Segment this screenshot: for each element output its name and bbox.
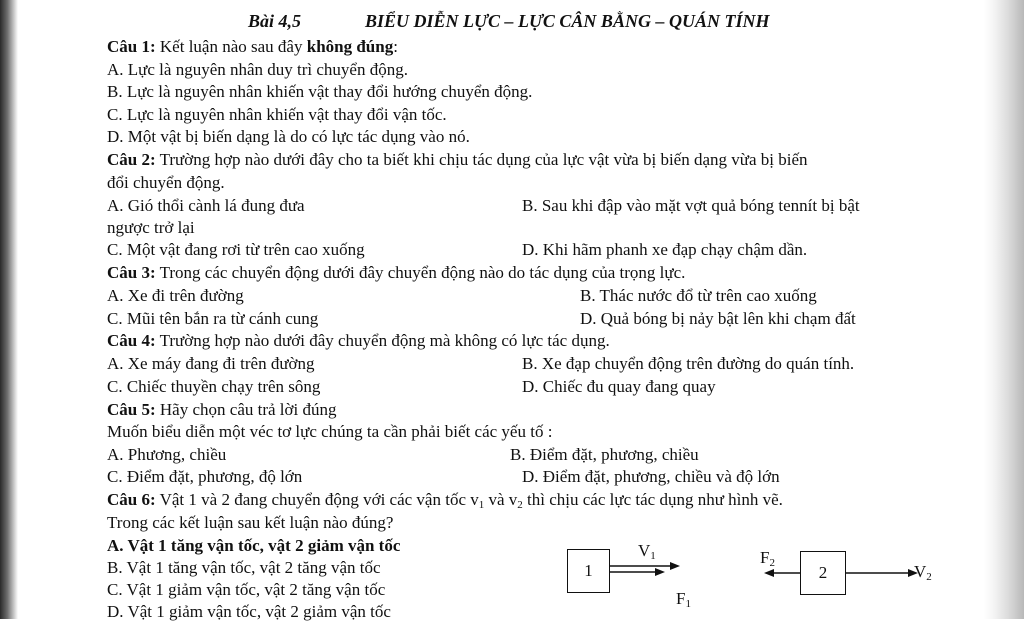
f2-label: $F_2$	[760, 548, 775, 569]
option-text: D. Một vật bị biến dạng là do có lực tác dụng vào nó.	[107, 127, 470, 146]
option-text: C. Chiếc thuyền chạy trên sông	[107, 377, 321, 396]
option-text: D. Chiếc đu quay đang quay	[522, 377, 716, 396]
question-6-stem-cont: Trong các kết luận sau kết luận nào đúng?	[107, 513, 394, 532]
option-text: A. Xe đi trên đường	[107, 286, 244, 305]
object-2-box: 2	[800, 551, 846, 595]
question-label: Câu 5:	[107, 400, 156, 419]
option-text: C. Điểm đặt, phương, độ lớn	[107, 467, 303, 486]
question-label: Câu 2:	[107, 150, 156, 169]
v1-label: $V_1$	[638, 541, 656, 562]
option-text: ngược trở lại	[107, 218, 195, 237]
option-text: B. Vật 1 tăng vận tốc, vật 2 tăng vận tốc	[107, 558, 381, 577]
option-text: D. Điểm đặt, phương, chiều và độ lớn	[522, 467, 780, 486]
question-label: Câu 6:	[107, 490, 156, 509]
question-5-stem-cont: Muốn biểu diễn một véc tơ lực chúng ta cần phải biết các yếu tố :	[107, 422, 553, 441]
question-1-stem: Câu 1: Kết luận nào sau đây không đúng:	[107, 37, 398, 56]
option-text: C. Lực là nguyên nhân khiến vật thay đổi vận tốc.	[107, 105, 447, 124]
question-2-stem-cont: đổi chuyển động.	[107, 173, 225, 192]
f2-arrowhead	[764, 569, 774, 577]
question-5-stem: Câu 5: Hãy chọn câu trả lời đúng	[107, 400, 337, 419]
option-text: B. Xe đạp chuyển động trên đường do quán tính.	[522, 354, 855, 373]
object-1-box: 1	[567, 549, 610, 593]
question-4-stem: Câu 4: Trường hợp nào dưới đây chuyển động mà không có lực tác dụng.	[107, 331, 610, 350]
option-text: B. Điểm đặt, phương, chiều	[510, 445, 699, 464]
question-label: Câu 4:	[107, 331, 156, 350]
lesson-number: Bài 4,5	[248, 11, 302, 31]
f1-label: $F_1$	[676, 589, 691, 610]
option-text: D. Quả bóng bị nảy bật lên khi chạm đất	[580, 309, 856, 328]
option-text: D. Khi hãm phanh xe đạp chạy chậm dần.	[522, 240, 808, 259]
option-text: A. Gió thổi cành lá đung đưa	[107, 196, 305, 215]
f1-arrowhead	[655, 568, 665, 576]
v1-arrowhead	[670, 562, 680, 570]
question-6-stem: Câu 6: Vật 1 và 2 đang chuyển động với các vận tốc $v_1$ và $v_2$ thì chịu các lực tác dụng như hình vẽ.	[107, 490, 783, 511]
option-text: C. Mũi tên bắn ra từ cánh cung	[107, 309, 319, 328]
option-text: D. Vật 1 giảm vận tốc, vật 2 giảm vận tốc	[107, 602, 391, 621]
question-label: Câu 3:	[107, 263, 156, 282]
option-text: C. Vật 1 giảm vận tốc, vật 2 tăng vận tốc	[107, 580, 386, 599]
v2-label: $V_2$	[914, 562, 932, 583]
option-text: C. Một vật đang rơi từ trên cao xuống	[107, 240, 365, 259]
option-text: A. Xe máy đang đi trên đường	[107, 354, 315, 373]
option-text: B. Thác nước đổ từ trên cao xuống	[580, 286, 817, 305]
option-text: A. Phương, chiều	[107, 445, 227, 464]
option-text: B. Lực là nguyên nhân khiến vật thay đổi hướng chuyển động.	[107, 82, 533, 101]
question-2-stem: Câu 2: Trường hợp nào dưới đây cho ta biết khi chịu tác dụng của lực vật vừa bị biến dạng vừa bị biến	[107, 150, 808, 169]
page-title: BIỂU DIỄN LỰC – LỰC CÂN BẰNG – QUÁN TÍNH	[365, 11, 770, 31]
question-3-stem: Câu 3: Trong các chuyển động dưới đây chuyển động nào do tác dụng của trọng lực.	[107, 263, 686, 282]
option-text: A. Lực là nguyên nhân duy trì chuyển động.	[107, 60, 408, 79]
question-label: Câu 1:	[107, 37, 156, 56]
option-text: A. Vật 1 tăng vận tốc, vật 2 giảm vận tốc	[107, 536, 401, 555]
option-text: B. Sau khi đập vào mặt vợt quả bóng tennít bị bật	[522, 196, 860, 215]
